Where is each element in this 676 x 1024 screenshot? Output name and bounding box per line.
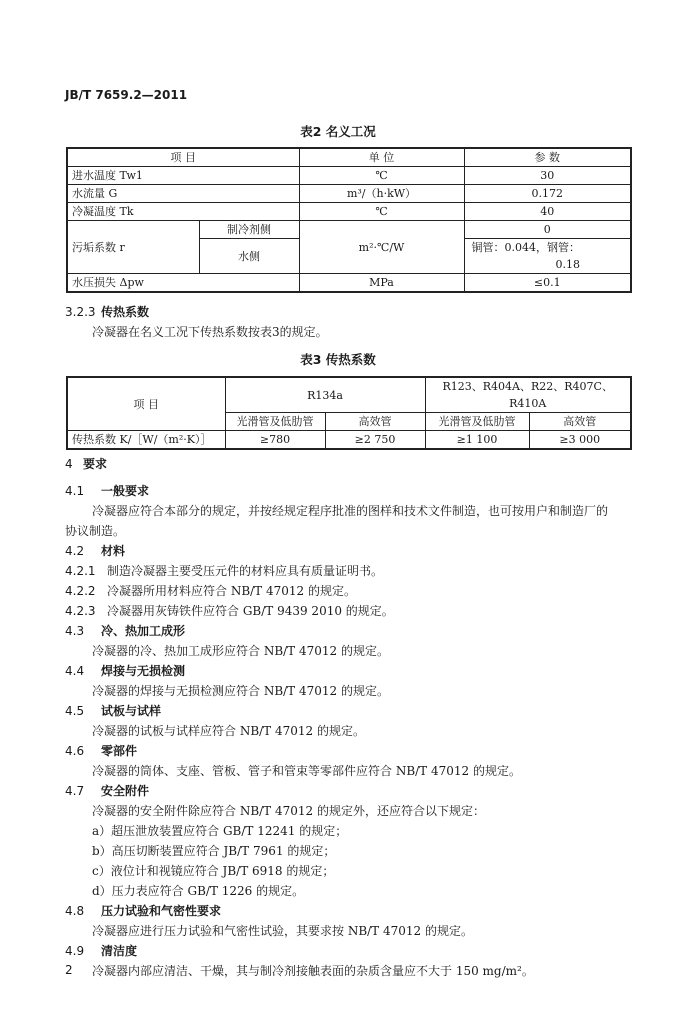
table-row [67, 203, 631, 221]
header-cell: 高效管 [529, 413, 631, 431]
paragraph: 协议制造。 [65, 524, 126, 538]
paragraph: 冷凝器在名义工况下传热系数按表3的规定。 [92, 325, 328, 339]
list-item: c）液位计和视镜应符合 JB/T 6918 的规定； [92, 864, 335, 878]
section-number: 4.7 [65, 784, 85, 798]
table-row [67, 377, 631, 413]
clause-number: 4.2.3 [65, 604, 96, 618]
table-cell: 水流量 G [67, 185, 299, 203]
list-item: a）超压泄放装置应符合 GB/T 12241 的规定； [92, 824, 348, 838]
table-row [67, 274, 631, 293]
header-cell: 单 位 [299, 148, 464, 167]
header-cell: 高效管 [325, 413, 425, 431]
table-cell: 铜管：0.044，钢管：0.18 [464, 239, 631, 274]
table-cell: ≥2 750 [325, 431, 425, 450]
table-cell: 污垢系数 r [67, 221, 199, 274]
paragraph: 冷凝器的筒体、支座、管板、管子和管束等零部件应符合 NB/T 47012 的规定。 [92, 764, 521, 778]
numbered-clause [65, 562, 383, 579]
paragraph: 冷凝器的安全附件除应符合 NB/T 47012 的规定外，还应符合以下规定： [92, 804, 485, 818]
section-number: 4 [65, 457, 73, 471]
numbered-clause [65, 582, 356, 599]
header-cell: 光滑管及低肋管 [225, 413, 325, 431]
list-item: b）高压切断装置应符合 JB/T 7961 的规定； [92, 844, 336, 858]
table-cell: 40 [464, 203, 631, 221]
table-cell: ≥780 [225, 431, 325, 450]
table-cell: ≥1 100 [425, 431, 529, 450]
paragraph: 冷凝器内部应清洁、干燥，其与制冷剂接触表面的杂质含量应不大于 150 mg/m²。 [92, 964, 534, 978]
clause-number: 4.2.1 [65, 564, 96, 578]
table-row [67, 167, 631, 185]
table-cell: ℃ [299, 167, 464, 185]
table3-caption: 表3 传热系数 [300, 352, 376, 367]
section-heading [65, 742, 137, 759]
section-number: 4.2 [65, 544, 85, 558]
table-cell: 水压损失 Δpw [67, 274, 299, 293]
section-title: 安全附件 [101, 784, 150, 798]
clause-text: 冷凝器用灰铸铁件应符合 GB/T 9439 2010 的规定。 [107, 604, 394, 618]
clause-text: 冷凝器所用材料应符合 NB/T 47012 的规定。 [107, 584, 356, 598]
section-number: 4.3 [65, 624, 85, 638]
section-heading [65, 782, 149, 799]
section-number: 4.9 [65, 944, 85, 958]
standard-code: JB/T 7659.2—2011 [65, 88, 188, 102]
table-cell: MPa [299, 274, 464, 293]
table-cell: 水侧 [199, 239, 299, 274]
section-heading [65, 662, 185, 679]
paragraph: 冷凝器应符合本部分的规定，并按经规定程序批准的图样和技术文件制造，也可按用户和制造厂的 [92, 504, 609, 518]
section-heading [65, 702, 161, 719]
section-title: 清洁度 [101, 944, 138, 958]
table2-caption: 表2 名义工况 [300, 124, 376, 139]
section-title: 一般要求 [101, 484, 150, 498]
table-row [67, 148, 631, 167]
list-item: d）压力表应符合 GB/T 1226 的规定。 [92, 884, 305, 898]
table-row [67, 431, 631, 450]
section-heading [65, 902, 221, 919]
paragraph: 冷凝器的试板与试样应符合 NB/T 47012 的规定。 [92, 724, 365, 738]
table-cell: ≥3 000 [529, 431, 631, 450]
clause-text: 制造冷凝器主要受压元件的材料应具有质量证明书。 [107, 564, 384, 578]
section-number: 4.4 [65, 664, 85, 678]
table-cell: m³/（h·kW） [299, 185, 464, 203]
section-title: 焊接与无损检测 [101, 664, 186, 678]
numbered-clause [65, 602, 394, 619]
clause-number: 4.2.2 [65, 584, 96, 598]
section-heading [65, 942, 137, 959]
table-cell: 0 [464, 221, 631, 239]
section-number: 3.2.3 [65, 305, 96, 319]
section-title: 冷、热加工成形 [101, 624, 186, 638]
section-title: 要求 [83, 457, 108, 471]
table-cell: 进水温度 Tw1 [67, 167, 299, 185]
section-heading [65, 622, 185, 639]
table-cell: m²·℃/W [299, 221, 464, 274]
header-cell: 参 数 [464, 148, 631, 167]
section-title: 压力试验和气密性要求 [101, 904, 222, 918]
header-cell: 光滑管及低肋管 [425, 413, 529, 431]
table-cell: ≤0.1 [464, 274, 631, 293]
section-number: 4.5 [65, 704, 85, 718]
header-cell: R123、R404A、R22、R407C、R410A [425, 377, 631, 413]
table2 [66, 147, 632, 293]
section-number: 4.6 [65, 744, 85, 758]
paragraph: 冷凝器应进行压力试验和气密性试验，其要求按 NB/T 47012 的规定。 [92, 924, 473, 938]
section-heading [65, 542, 125, 559]
table-cell: 冷凝温度 Tk [67, 203, 299, 221]
page-number: 2 [65, 963, 73, 977]
paragraph: 冷凝器的焊接与无损检测应符合 NB/T 47012 的规定。 [92, 684, 389, 698]
table-row [67, 221, 631, 239]
table-row [67, 185, 631, 203]
header-cell: 项 目 [67, 148, 299, 167]
section-heading [65, 482, 149, 499]
section-title: 材料 [101, 544, 126, 558]
table-cell: ℃ [299, 203, 464, 221]
table-cell: 传热系数 K/［W/（m²·K）］ [67, 431, 225, 450]
section-heading [65, 303, 149, 320]
table3 [66, 376, 632, 450]
section-title: 试板与试样 [101, 704, 162, 718]
section-number: 4.1 [65, 484, 85, 498]
section-number: 4.8 [65, 904, 85, 918]
chapter-heading [65, 455, 107, 472]
section-title: 传热系数 [101, 305, 150, 319]
section-title: 零部件 [101, 744, 138, 758]
table-cell: 制冷剂侧 [199, 221, 299, 239]
header-cell: 项 目 [67, 377, 225, 431]
table-cell: 30 [464, 167, 631, 185]
paragraph: 冷凝器的冷、热加工成形应符合 NB/T 47012 的规定。 [92, 644, 389, 658]
table-cell: 0.172 [464, 185, 631, 203]
header-cell: R134a [225, 377, 425, 413]
